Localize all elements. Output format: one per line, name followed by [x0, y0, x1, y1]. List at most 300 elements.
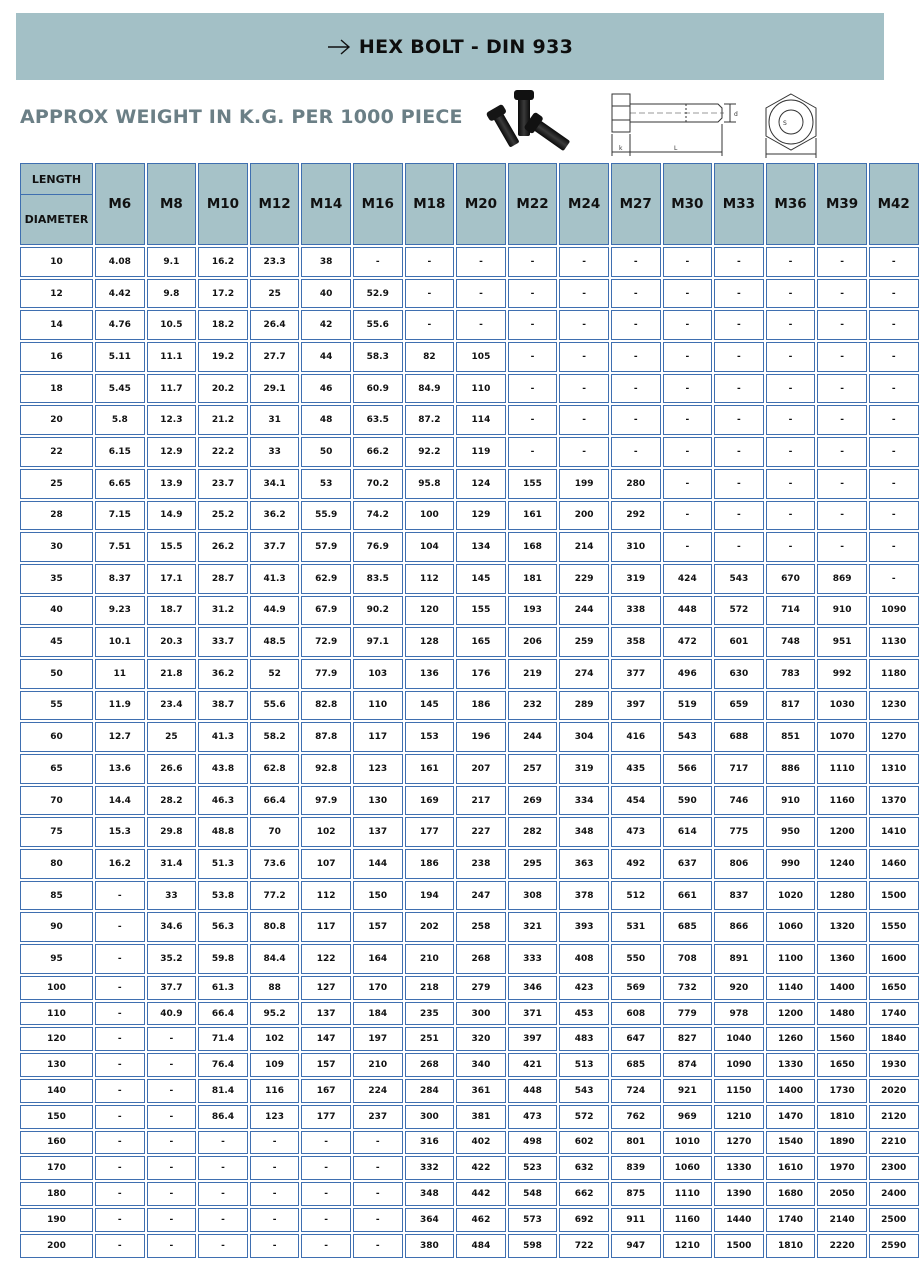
weight-cell: 112 — [405, 564, 455, 594]
weight-cell: 2500 — [869, 1208, 919, 1232]
weight-cell: 292 — [611, 501, 661, 531]
weight-cell: 573 — [508, 1208, 558, 1232]
weight-cell: 6.65 — [95, 469, 145, 499]
weight-cell: - — [353, 1234, 403, 1258]
weight-cell: - — [869, 437, 919, 467]
weight-cell: 103 — [353, 659, 403, 689]
weight-cell: 837 — [714, 881, 764, 911]
table-row — [20, 1027, 919, 1051]
weight-cell: 519 — [663, 691, 713, 721]
weight-cell: 95.2 — [250, 1002, 300, 1026]
weight-cell: 92.8 — [301, 754, 351, 784]
weight-cell: - — [559, 279, 609, 309]
weight-cell: 155 — [508, 469, 558, 499]
weight-cell: 116 — [250, 1079, 300, 1103]
weight-cell: 43.8 — [198, 754, 248, 784]
weight-cell: - — [817, 374, 867, 404]
weight-cell: 31.2 — [198, 596, 248, 626]
weight-cell: 17.1 — [147, 564, 197, 594]
table-row — [20, 944, 919, 974]
weight-cell: 1180 — [869, 659, 919, 689]
weight-cell: - — [714, 310, 764, 340]
column-header: M30 — [663, 163, 713, 245]
weight-cell: 310 — [611, 532, 661, 562]
weight-cell: 77.9 — [301, 659, 351, 689]
weight-cell: 630 — [714, 659, 764, 689]
weight-cell: 63.5 — [353, 405, 403, 435]
header-row — [20, 163, 919, 245]
weight-cell: 52 — [250, 659, 300, 689]
weight-cell: 57.9 — [301, 532, 351, 562]
weight-cell: 102 — [250, 1027, 300, 1051]
weight-cell: 2140 — [817, 1208, 867, 1232]
weight-cell: 26.2 — [198, 532, 248, 562]
weight-cell: 304 — [559, 722, 609, 752]
weight-cell: 21.2 — [198, 405, 248, 435]
weight-cell: 36.2 — [250, 501, 300, 531]
weight-cell: 1070 — [817, 722, 867, 752]
table-row — [20, 564, 919, 594]
weight-cell: - — [353, 1131, 403, 1155]
weight-cell: - — [250, 1234, 300, 1258]
weight-cell: 1680 — [766, 1182, 816, 1206]
weight-cell: 274 — [559, 659, 609, 689]
weight-cell: 806 — [714, 849, 764, 879]
weight-cell: 110 — [353, 691, 403, 721]
weight-cell: - — [766, 405, 816, 435]
weight-cell: 346 — [508, 976, 558, 1000]
weight-cell: 145 — [405, 691, 455, 721]
weight-cell: 708 — [663, 944, 713, 974]
weight-cell: 177 — [405, 817, 455, 847]
weight-cell: - — [508, 374, 558, 404]
weight-cell: 875 — [611, 1182, 661, 1206]
weight-cell: 16.2 — [95, 849, 145, 879]
weight-cell: 348 — [559, 817, 609, 847]
weight-cell: 61.3 — [198, 976, 248, 1000]
weight-cell: 572 — [559, 1105, 609, 1129]
weight-cell: 910 — [766, 786, 816, 816]
weight-cell: 279 — [456, 976, 506, 1000]
weight-cell: 33.7 — [198, 627, 248, 657]
weight-cell: 53 — [301, 469, 351, 499]
table-row — [20, 1079, 919, 1103]
weight-cell: 137 — [301, 1002, 351, 1026]
weight-cell: 235 — [405, 1002, 455, 1026]
weight-cell: 1440 — [714, 1208, 764, 1232]
weight-cell: 1930 — [869, 1053, 919, 1077]
table-row — [20, 627, 919, 657]
weight-cell: - — [405, 247, 455, 277]
weight-cell: 87.8 — [301, 722, 351, 752]
length-cell: 20 — [20, 405, 93, 435]
weight-cell: 117 — [301, 912, 351, 942]
weight-cell: 990 — [766, 849, 816, 879]
weight-cell: 168 — [508, 532, 558, 562]
column-header: M39 — [817, 163, 867, 245]
weight-cell: - — [611, 310, 661, 340]
weight-cell: 50 — [301, 437, 351, 467]
weight-cell: 2590 — [869, 1234, 919, 1258]
weight-cell: 319 — [559, 754, 609, 784]
weight-cell: - — [714, 342, 764, 372]
weight-cell: 20.3 — [147, 627, 197, 657]
column-header: M27 — [611, 163, 661, 245]
weight-cell: 453 — [559, 1002, 609, 1026]
weight-cell: 659 — [714, 691, 764, 721]
d-label: d — [734, 111, 738, 118]
weight-cell: 66.2 — [353, 437, 403, 467]
arrow-right-icon — [327, 38, 351, 56]
weight-cell: 251 — [405, 1027, 455, 1051]
weight-cell: 122 — [301, 944, 351, 974]
weight-cell: 1460 — [869, 849, 919, 879]
weight-cell: 714 — [766, 596, 816, 626]
table-row — [20, 691, 919, 721]
weight-cell: 51.3 — [198, 849, 248, 879]
weight-table-container — [18, 161, 910, 1260]
weight-cell: - — [198, 1234, 248, 1258]
weight-cell: 295 — [508, 849, 558, 879]
weight-cell: 911 — [611, 1208, 661, 1232]
weight-cell: 473 — [508, 1105, 558, 1129]
weight-cell: - — [869, 342, 919, 372]
weight-cell: 26.4 — [250, 310, 300, 340]
weight-cell: 134 — [456, 532, 506, 562]
weight-cell: 614 — [663, 817, 713, 847]
weight-cell: 498 — [508, 1131, 558, 1155]
weight-cell: 817 — [766, 691, 816, 721]
table-row — [20, 722, 919, 752]
weight-cell: 338 — [611, 596, 661, 626]
weight-cell: - — [95, 1105, 145, 1129]
weight-cell: 44 — [301, 342, 351, 372]
weight-cell: 869 — [817, 564, 867, 594]
table-row — [20, 247, 919, 277]
weight-cell: - — [95, 976, 145, 1000]
weight-cell: 46 — [301, 374, 351, 404]
weight-cell: 866 — [714, 912, 764, 942]
weight-cell: - — [766, 501, 816, 531]
weight-cell: 38 — [301, 247, 351, 277]
weight-cell: 284 — [405, 1079, 455, 1103]
weight-cell: 95.8 — [405, 469, 455, 499]
weight-cell: - — [766, 469, 816, 499]
table-row — [20, 501, 919, 531]
weight-cell: 40.9 — [147, 1002, 197, 1026]
weight-cell: 448 — [663, 596, 713, 626]
weight-cell: 2050 — [817, 1182, 867, 1206]
weight-cell: 5.45 — [95, 374, 145, 404]
weight-cell: 56.3 — [198, 912, 248, 942]
column-header: M18 — [405, 163, 455, 245]
weight-cell: 130 — [353, 786, 403, 816]
weight-cell: 1840 — [869, 1027, 919, 1051]
weight-cell: - — [817, 310, 867, 340]
weight-cell: 157 — [353, 912, 403, 942]
weight-cell: 17.2 — [198, 279, 248, 309]
weight-cell: 1210 — [714, 1105, 764, 1129]
weight-cell: 92.2 — [405, 437, 455, 467]
weight-cell: 1330 — [714, 1156, 764, 1180]
column-header: M42 — [869, 163, 919, 245]
weight-cell: 801 — [611, 1131, 661, 1155]
table-row — [20, 817, 919, 847]
weight-cell: 82.8 — [301, 691, 351, 721]
weight-cell: 550 — [611, 944, 661, 974]
weight-cell: 35.2 — [147, 944, 197, 974]
length-cell: 30 — [20, 532, 93, 562]
title-group — [327, 36, 573, 58]
weight-cell: 28.2 — [147, 786, 197, 816]
weight-cell: - — [198, 1156, 248, 1180]
weight-cell: - — [198, 1208, 248, 1232]
weight-cell: - — [869, 469, 919, 499]
weight-cell: 87.2 — [405, 405, 455, 435]
weight-cell: 2210 — [869, 1131, 919, 1155]
weight-cell: - — [817, 405, 867, 435]
weight-cell: 408 — [559, 944, 609, 974]
weight-cell: 1550 — [869, 912, 919, 942]
weight-cell: - — [817, 437, 867, 467]
weight-cell: 37.7 — [250, 532, 300, 562]
weight-cell: 102 — [301, 817, 351, 847]
weight-cell: 177 — [301, 1105, 351, 1129]
weight-cell: - — [147, 1156, 197, 1180]
table-row — [20, 342, 919, 372]
weight-cell: 123 — [353, 754, 403, 784]
weight-cell: - — [508, 437, 558, 467]
weight-cell: 145 — [456, 564, 506, 594]
weight-cell: - — [95, 1182, 145, 1206]
weight-cell: - — [817, 532, 867, 562]
weight-cell: 282 — [508, 817, 558, 847]
weight-cell: - — [766, 279, 816, 309]
weight-cell: 2220 — [817, 1234, 867, 1258]
weight-cell: 37.7 — [147, 976, 197, 1000]
weight-cell: - — [766, 437, 816, 467]
weight-cell: 1360 — [817, 944, 867, 974]
weight-cell: 55.6 — [250, 691, 300, 721]
weight-cell: 16.2 — [198, 247, 248, 277]
weight-cell: 300 — [405, 1105, 455, 1129]
weight-cell: - — [147, 1105, 197, 1129]
table-body — [20, 247, 919, 1258]
weight-cell: 157 — [301, 1053, 351, 1077]
weight-cell: - — [95, 1002, 145, 1026]
weight-cell: 184 — [353, 1002, 403, 1026]
length-cell: 110 — [20, 1002, 93, 1026]
weight-cell: - — [147, 1079, 197, 1103]
weight-cell: - — [559, 342, 609, 372]
weight-cell: - — [95, 1079, 145, 1103]
weight-cell: 435 — [611, 754, 661, 784]
weight-cell: 590 — [663, 786, 713, 816]
weight-cell: 670 — [766, 564, 816, 594]
weight-cell: 227 — [456, 817, 506, 847]
weight-cell: - — [250, 1182, 300, 1206]
weight-cell: 186 — [405, 849, 455, 879]
weight-cell: 210 — [405, 944, 455, 974]
weight-cell: 129 — [456, 501, 506, 531]
weight-cell: - — [301, 1156, 351, 1180]
weight-cell: 161 — [508, 501, 558, 531]
weight-cell: 194 — [405, 881, 455, 911]
weight-cell: 165 — [456, 627, 506, 657]
weight-cell: 2300 — [869, 1156, 919, 1180]
weight-cell: 25.2 — [198, 501, 248, 531]
weight-cell: 332 — [405, 1156, 455, 1180]
weight-cell: - — [559, 437, 609, 467]
weight-cell: 5.8 — [95, 405, 145, 435]
weight-cell: 4.08 — [95, 247, 145, 277]
weight-cell: - — [869, 405, 919, 435]
weight-cell: 155 — [456, 596, 506, 626]
weight-cell: - — [301, 1131, 351, 1155]
weight-cell: 110 — [456, 374, 506, 404]
weight-cell: - — [869, 532, 919, 562]
corner-header — [20, 163, 93, 245]
weight-cell: 237 — [353, 1105, 403, 1129]
weight-cell: 632 — [559, 1156, 609, 1180]
weight-cell: 289 — [559, 691, 609, 721]
weight-cell: 371 — [508, 1002, 558, 1026]
weight-cell: 1030 — [817, 691, 867, 721]
weight-cell: 891 — [714, 944, 764, 974]
weight-cell: - — [766, 342, 816, 372]
weight-cell: 238 — [456, 849, 506, 879]
table-row — [20, 881, 919, 911]
table-row — [20, 596, 919, 626]
table-row — [20, 405, 919, 435]
weight-cell: 2020 — [869, 1079, 919, 1103]
weight-cell: 58.3 — [353, 342, 403, 372]
weight-cell: 137 — [353, 817, 403, 847]
length-cell: 65 — [20, 754, 93, 784]
weight-cell: 839 — [611, 1156, 661, 1180]
weight-cell: 100 — [405, 501, 455, 531]
weight-cell: - — [353, 1156, 403, 1180]
weight-cell: 1060 — [766, 912, 816, 942]
weight-cell: 22.2 — [198, 437, 248, 467]
weight-cell: 334 — [559, 786, 609, 816]
weight-cell: 543 — [663, 722, 713, 752]
table-row — [20, 659, 919, 689]
weight-cell: - — [456, 279, 506, 309]
length-cell: 55 — [20, 691, 93, 721]
weight-cell: 74.2 — [353, 501, 403, 531]
weight-cell: 1090 — [869, 596, 919, 626]
weight-cell: 1370 — [869, 786, 919, 816]
weight-cell: 34.1 — [250, 469, 300, 499]
weight-cell: 144 — [353, 849, 403, 879]
weight-cell: 62.9 — [301, 564, 351, 594]
weight-cell: 1040 — [714, 1027, 764, 1051]
weight-cell: 34.6 — [147, 912, 197, 942]
weight-cell: 416 — [611, 722, 661, 752]
weight-cell: 104 — [405, 532, 455, 562]
weight-cell: - — [714, 532, 764, 562]
weight-cell: 1130 — [869, 627, 919, 657]
weight-cell: 20.2 — [198, 374, 248, 404]
table-row — [20, 849, 919, 879]
weight-cell: - — [869, 564, 919, 594]
weight-cell: 229 — [559, 564, 609, 594]
weight-cell: 33 — [250, 437, 300, 467]
length-header: LENGTH — [21, 164, 92, 195]
weight-cell: 378 — [559, 881, 609, 911]
weight-cell: 421 — [508, 1053, 558, 1077]
length-cell: 95 — [20, 944, 93, 974]
weight-cell: - — [147, 1131, 197, 1155]
weight-cell: 886 — [766, 754, 816, 784]
weight-cell: 380 — [405, 1234, 455, 1258]
weight-cell: 851 — [766, 722, 816, 752]
weight-cell: 950 — [766, 817, 816, 847]
table-row — [20, 786, 919, 816]
weight-cell: 269 — [508, 786, 558, 816]
weight-cell: - — [198, 1131, 248, 1155]
weight-cell: 1600 — [869, 944, 919, 974]
weight-cell: 161 — [405, 754, 455, 784]
weight-cell: - — [766, 374, 816, 404]
weight-cell: 72.9 — [301, 627, 351, 657]
weight-cell: - — [869, 279, 919, 309]
column-header: M12 — [250, 163, 300, 245]
weight-cell: 66.4 — [250, 786, 300, 816]
weight-cell: - — [766, 247, 816, 277]
column-header: M22 — [508, 163, 558, 245]
weight-cell: 1740 — [869, 1002, 919, 1026]
length-cell: 12 — [20, 279, 93, 309]
length-cell: 14 — [20, 310, 93, 340]
table-subtitle: APPROX WEIGHT IN K.G. PER 1000 PIECE — [20, 106, 463, 128]
table-row — [20, 1156, 919, 1180]
weight-cell: 569 — [611, 976, 661, 1000]
weight-cell: 1010 — [663, 1131, 713, 1155]
weight-cell: - — [714, 374, 764, 404]
weight-cell: 60.9 — [353, 374, 403, 404]
weight-cell: 1260 — [766, 1027, 816, 1051]
weight-cell: 483 — [559, 1027, 609, 1051]
weight-cell: - — [611, 342, 661, 372]
weight-cell: 53.8 — [198, 881, 248, 911]
weight-cell: 1230 — [869, 691, 919, 721]
weight-cell: 512 — [611, 881, 661, 911]
weight-cell: 31.4 — [147, 849, 197, 879]
weight-cell: 70.2 — [353, 469, 403, 499]
weight-cell: 8.37 — [95, 564, 145, 594]
column-header: M16 — [353, 163, 403, 245]
weight-cell: 55.6 — [353, 310, 403, 340]
weight-cell: - — [95, 1234, 145, 1258]
weight-cell: 6.15 — [95, 437, 145, 467]
weight-cell: 423 — [559, 976, 609, 1000]
weight-cell: - — [456, 247, 506, 277]
weight-cell: 258 — [456, 912, 506, 942]
weight-cell: - — [147, 1234, 197, 1258]
weight-cell: - — [663, 374, 713, 404]
weight-cell: 218 — [405, 976, 455, 1000]
weight-cell: 543 — [559, 1079, 609, 1103]
weight-cell: 15.5 — [147, 532, 197, 562]
length-cell: 75 — [20, 817, 93, 847]
weight-cell: 84.4 — [250, 944, 300, 974]
weight-cell: 363 — [559, 849, 609, 879]
weight-cell: 42 — [301, 310, 351, 340]
weight-cell: 83.5 — [353, 564, 403, 594]
weight-cell: 55.9 — [301, 501, 351, 531]
